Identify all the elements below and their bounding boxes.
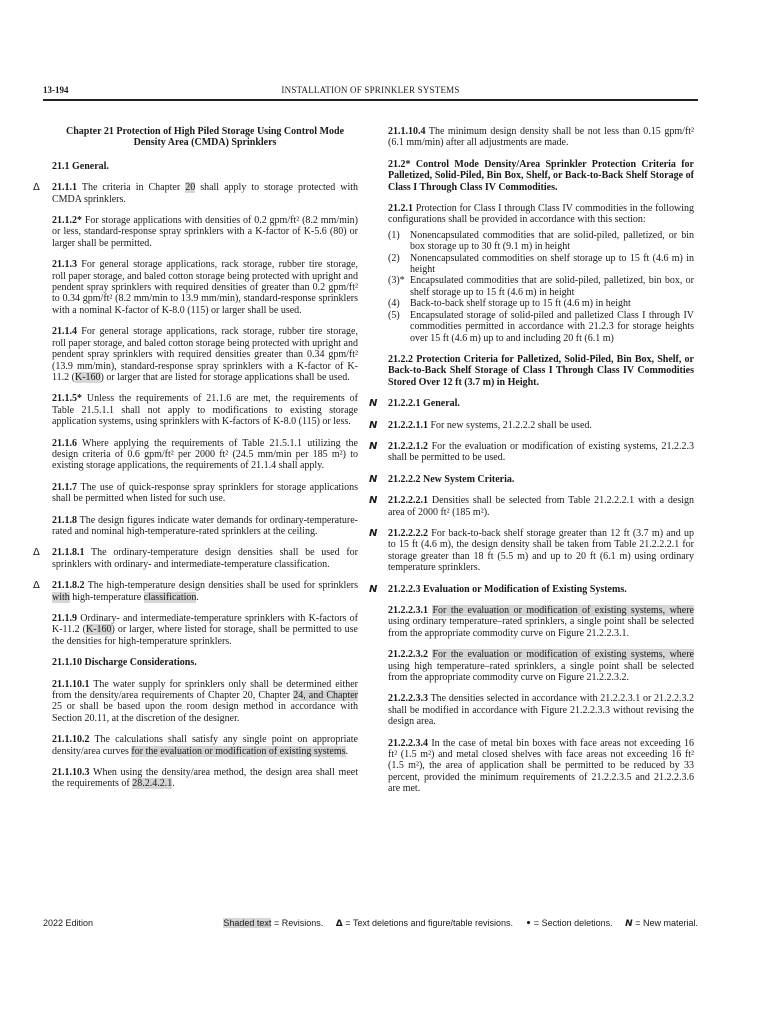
para-21-1-7: 21.1.7 The use of quick-response spray sprinklers for storage applications shall be permitted when listed for such use. <box>52 481 358 505</box>
new-material-icon: N <box>369 495 378 507</box>
para-21-1-4: 21.1.4 For general storage applications, rack storage, rubber tire storage, roll paper storage, and baled cotton storage being protected with upright and pendent spray sprinklers with required densities greater than 0.34 gpm/ft² (13.9 mm/min), standard-response spray sprinklers with a K-factor of K-11.2 (K-160) or larger that are listed for storage applications shall be used. <box>52 326 358 383</box>
delta-revision-icon: Δ <box>33 182 40 194</box>
right-column <box>369 126 695 805</box>
new-material-icon: N <box>369 419 378 431</box>
configuration-list <box>388 230 694 344</box>
para-21-2-2-2-2: N 21.2.2.2.2 For back-to-back shelf storage greater than 12 ft (3.7 m) and up to 15 ft (4.6 m), the design density shall be taken from Table 21.2.2.2.1 for storage greater than 18 ft (5.5 m) and up to 20 ft (6.1 m) using ordinary temperature sprinklers. <box>369 527 694 574</box>
shaded-text-sample: Shaded text <box>223 918 272 928</box>
list-item: (1) Nonencapsulated commodities that are solid-piled, palletized, or bin box storage up to 30 ft (9.1 m) in height <box>388 229 694 253</box>
list-item: (3)* Encapsulated commodities that are solid-piled, palletized, bin box, or shelf storage up to 15 ft (4.6 m) in height <box>388 275 694 298</box>
para-21-1-8-2: Δ 21.1.8.2 The high-temperature design densities shall be used for sprinklers with high-temperature classification. <box>33 580 358 603</box>
new-material-icon: N <box>369 583 378 595</box>
left-column <box>33 126 359 800</box>
para-21-2-2-1-1: N 21.2.2.1.1 For new systems, 21.2.2.2 shall be used. <box>369 419 592 431</box>
running-title: INSTALLATION OF SPRINKLER SYSTEMS <box>281 85 460 95</box>
para-21-1-10-1: 21.1.10.1 The water supply for sprinklers only shall be determined either from the density/area requirements of Chapter 20, Chapter 24, and Chapter 25 or shall be based upon the room design method in accordance with Section 20.11, at the discretion of the designer. <box>52 678 358 724</box>
section-21-1-10: 21.1.10 Discharge Considerations. <box>52 657 197 669</box>
list-item: (4) Back-to-back shelf storage up to 15 ft (4.6 m) in height <box>388 298 631 310</box>
new-material-icon: N <box>369 473 378 485</box>
new-material-icon: N <box>369 398 378 410</box>
para-21-2-2-3-1: 21.2.2.3.1 For the evaluation or modification of existing systems, where using ordinary temperature–rated sprinklers, a single point shall be selected from the appropriate commodity curve on Figure 21.2.2.3.1. <box>388 605 694 639</box>
section-21-1: 21.1 General. <box>52 160 109 172</box>
list-item: (2) Nonencapsulated commodities on shelf storage up to 15 ft (4.6 m) in height <box>388 252 694 276</box>
para-21-1-8-1: Δ 21.1.8.1 The ordinary-temperature design densities shall be used for sprinklers with ordinary- and intermediate-temperature classification. <box>33 547 358 570</box>
para-21-1-10-3: 21.1.10.3 When using the density/area method, the design area shall meet the requirements of 28.2.4.2.1. <box>52 767 358 790</box>
para-21-1-6: 21.1.6 Where applying the requirements of Table 21.5.1.1 utilizing the design criteria of 0.6 gpm/ft² per 2000 ft² (24.5 mm/min per 185 m²) to existing storage applications, the requirements of 21.1.4 shall apply. <box>52 437 358 472</box>
section-21-2-2-1: N 21.2.2.1 General. <box>369 398 460 410</box>
para-21-1-10-4: 21.1.10.4 The minimum design density shall be not less than 0.15 gpm/ft² (6.1 mm/min) after all adjustments are made. <box>388 126 694 149</box>
page-number: 13-194 <box>43 85 69 95</box>
section-21-2-2: 21.2.2 Protection Criteria for Palletized, Solid-Piled, Bin Box, Shelf, or Back-to-Back Shelf Storage of Class I Through Class IV Commodities Stored Over 12 ft (3.7 m) in Height. <box>388 353 695 388</box>
page-header <box>43 85 698 101</box>
revision-legend: Shaded text = Revisions. Δ = Text deletions and figure/table revisions. • = Section deletions. N = New material. <box>223 918 698 929</box>
para-21-1-9: 21.1.9 Ordinary- and intermediate-temperature sprinklers with K-factors of K-11.2 (K-160) or larger, where listed for storage, shall be permitted to use the densities for high-temperature sprinklers. <box>52 613 359 647</box>
para-21-2-2-1-2: N 21.2.2.1.2 For the evaluation or modification of existing systems, 21.2.2.3 shall be permitted to be used. <box>369 440 695 464</box>
section-21-2: 21.2* Control Mode Density/Area Sprinkler Protection Criteria for Palletized, Solid-Piled, Bin Box, Shelf, or Back-to-Back Shelf Storage of Class I Through Class IV Commodities. <box>388 158 694 193</box>
para-21-1-1: Δ 21.1.1 The criteria in Chapter 20 shall apply to storage protected with CMDA sprinklers. <box>33 182 358 205</box>
para-21-1-10-2: 21.1.10.2 The calculations shall satisfy any single point on appropriate density/area curves for the evaluation or modification of existing systems. <box>52 734 358 757</box>
bullet-legend-icon: • <box>525 919 532 929</box>
section-21-2-2-3: N 21.2.2.3 Evaluation or Modification of Existing Systems. <box>369 583 627 595</box>
para-21-2-2-3-3: 21.2.2.3.3 The densities selected in accordance with 21.2.2.3.1 or 21.2.2.3.2 shall be modified in accordance with Figure 21.2.2.3.3 without revising the design area. <box>388 693 695 728</box>
para-21-1-2: 21.1.2* For storage applications with densities of 0.2 gpm/ft² (8.2 mm/min) or less, standard-response spray sprinklers with a K-factor of K-5.6 (80) or larger shall be permitted. <box>52 215 358 249</box>
delta-revision-icon: Δ <box>33 547 40 559</box>
para-21-2-2-2-1: N 21.2.2.2.1 Densities shall be selected from Table 21.2.2.2.1 with a design area of 2000 ft² (185 m²). <box>369 495 694 518</box>
para-21-1-3: 21.1.3 For general storage applications, rack storage, rubber tire storage, roll paper storage, and baled cotton storage being protected with upright and pendent spray sprinklers with required densities of greater than 0.2 gpm/ft² to 0.34 gpm/ft² (8.2 mm/min to 13.9 mm/min), standard-response sprinklers with a nominal K-factor of K-8.0 (115) or larger shall be used. <box>52 259 358 316</box>
new-material-icon: N <box>369 440 378 452</box>
para-21-1-5: 21.1.5* Unless the requirements of 21.1.6 are met, the requirements of Table 21.5.1.1 shall not apply to modifications to existing storage application systems, using sprinklers with K-factors of K-8.0 (115) or less. <box>52 393 359 428</box>
para-21-2-2-3-4: 21.2.2.3.4 In the case of metal bin boxes with face areas not exceeding 16 ft² (1.5 m²) and metal closed shelves with face areas not exceeding 16 ft² (1.5 m²), the area of application shall be permitted to be reduced by 33 percent, provided the minimum requirements of 21.2.2.3.5 and 21.2.2.3.6 are met. <box>388 737 695 795</box>
new-legend-icon: N <box>625 919 633 929</box>
delta-revision-icon: Δ <box>33 580 40 592</box>
edition-label: 2022 Edition <box>43 918 94 928</box>
delta-legend-icon: Δ <box>335 919 343 929</box>
para-21-2-2-3-2: 21.2.2.3.2 For the evaluation or modification of existing systems, where using high temperature–rated sprinklers, a single point shall be selected from the appropriate commodity curve on Figure 21.2.2.3.2. <box>388 649 694 684</box>
section-21-2-2-2: N 21.2.2.2 New System Criteria. <box>369 473 515 485</box>
para-21-2-1: 21.2.1 Protection for Class I through Class IV commodities in the following configurations shall be provided in accordance with this section: <box>388 203 694 226</box>
para-21-1-8: 21.1.8 The design figures indicate water demands for ordinary-temperature-rated and nominal high-temperature-rated sprinklers at the ceiling. <box>52 514 358 537</box>
chapter-title: Chapter 21 Protection of High Piled Storage Using Control Mode Density Area (CMDA) Sprinklers <box>65 126 345 149</box>
new-material-icon: N <box>369 527 378 539</box>
list-item: (5) Encapsulated storage of solid-piled and palletized Class I through IV commodities permitted in accordance with 21.2.3 for storage heights over 15 ft (4.6 m) up to and including 20 ft (6.1 m) <box>388 309 694 344</box>
